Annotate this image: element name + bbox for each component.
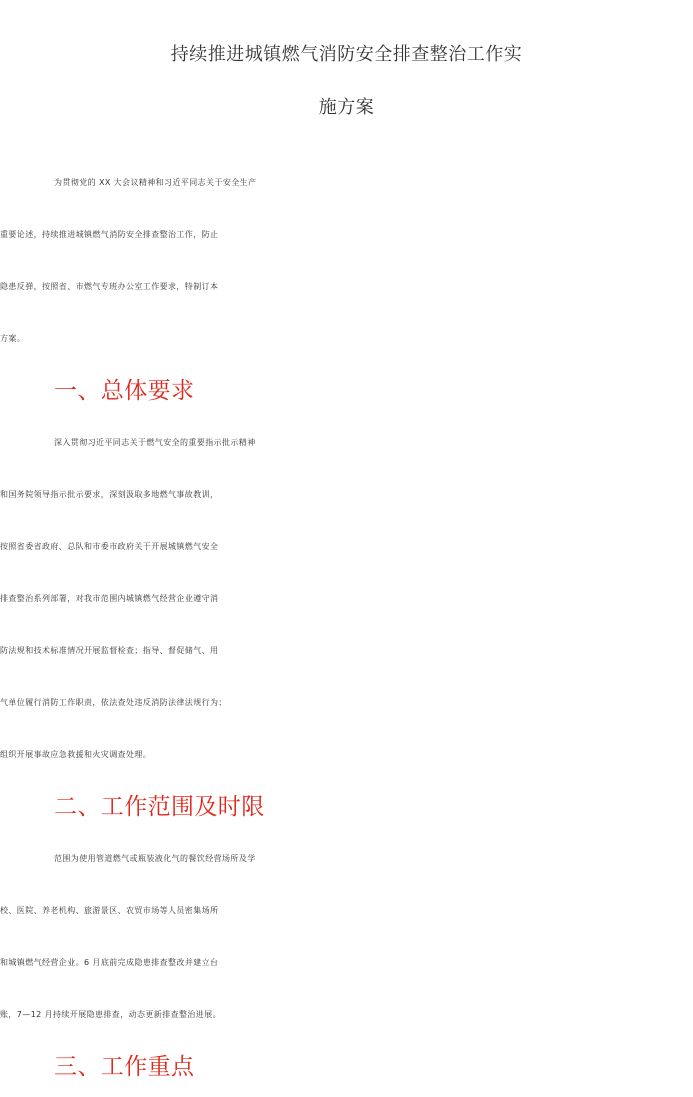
intro-line: 重要论述，持续推进城镇燃气消防安全排查整治工作，防止 bbox=[0, 230, 219, 239]
title-line-2: 施方案 bbox=[318, 97, 375, 118]
section-heading-overall-requirements: 一、总体要求 bbox=[54, 378, 195, 404]
section2-line: 账，7—12 月持续开展隐患排查，动态更新排查整治进展。 bbox=[0, 1010, 222, 1019]
section1-line: 和国务院领导指示批示要求，深刻汲取多地燃气事故教训， bbox=[0, 490, 219, 499]
section1-line: 排查整治系列部署，对我市范围内城镇燃气经营企业遵守消 bbox=[0, 594, 219, 603]
intro-paragraph bbox=[0, 157, 693, 365]
section1-line: 组织开展事故应急救援和火灾调查处理。 bbox=[0, 750, 152, 759]
section1-line: 按照省委省政府、总队和市委市政府关于开展城镇燃气安全 bbox=[0, 542, 219, 551]
intro-line: 为贯彻党的 XX 大会议精神和习近平同志关于安全生产 bbox=[54, 178, 257, 187]
title-line-1: 持续推进城镇燃气消防安全排查整治工作实 bbox=[170, 44, 523, 65]
section1-line: 气单位履行消防工作职责，依法查处违反消防法律法规行为； bbox=[0, 698, 227, 707]
section2-line: 校、医院、养老机构、旅游景区、农贸市场等人员密集场所 bbox=[0, 906, 219, 915]
section1-line: 深入贯彻习近平同志关于燃气安全的重要指示批示精神 bbox=[54, 438, 256, 447]
section1-paragraph bbox=[0, 417, 693, 781]
section2-line: 和城镇燃气经营企业。6 月底前完成隐患排查整改并建立台 bbox=[0, 958, 219, 967]
intro-line: 隐患反弹，按照省、市燃气专班办公室工作要求，特制订本 bbox=[0, 282, 219, 291]
section1-line: 防法规和技术标准情况开展监督检查；指导、督促储气、用 bbox=[0, 646, 219, 655]
section-heading-scope-and-timeline: 二、工作范围及时限 bbox=[54, 794, 265, 820]
document-title bbox=[0, 28, 693, 134]
section2-line: 范围为使用管道燃气或瓶装液化气的餐饮经营场所及学 bbox=[54, 854, 256, 863]
section2-paragraph bbox=[0, 833, 693, 1041]
section-heading-work-focus: 三、工作重点 bbox=[54, 1054, 195, 1080]
intro-line: 方案。 bbox=[0, 334, 26, 343]
